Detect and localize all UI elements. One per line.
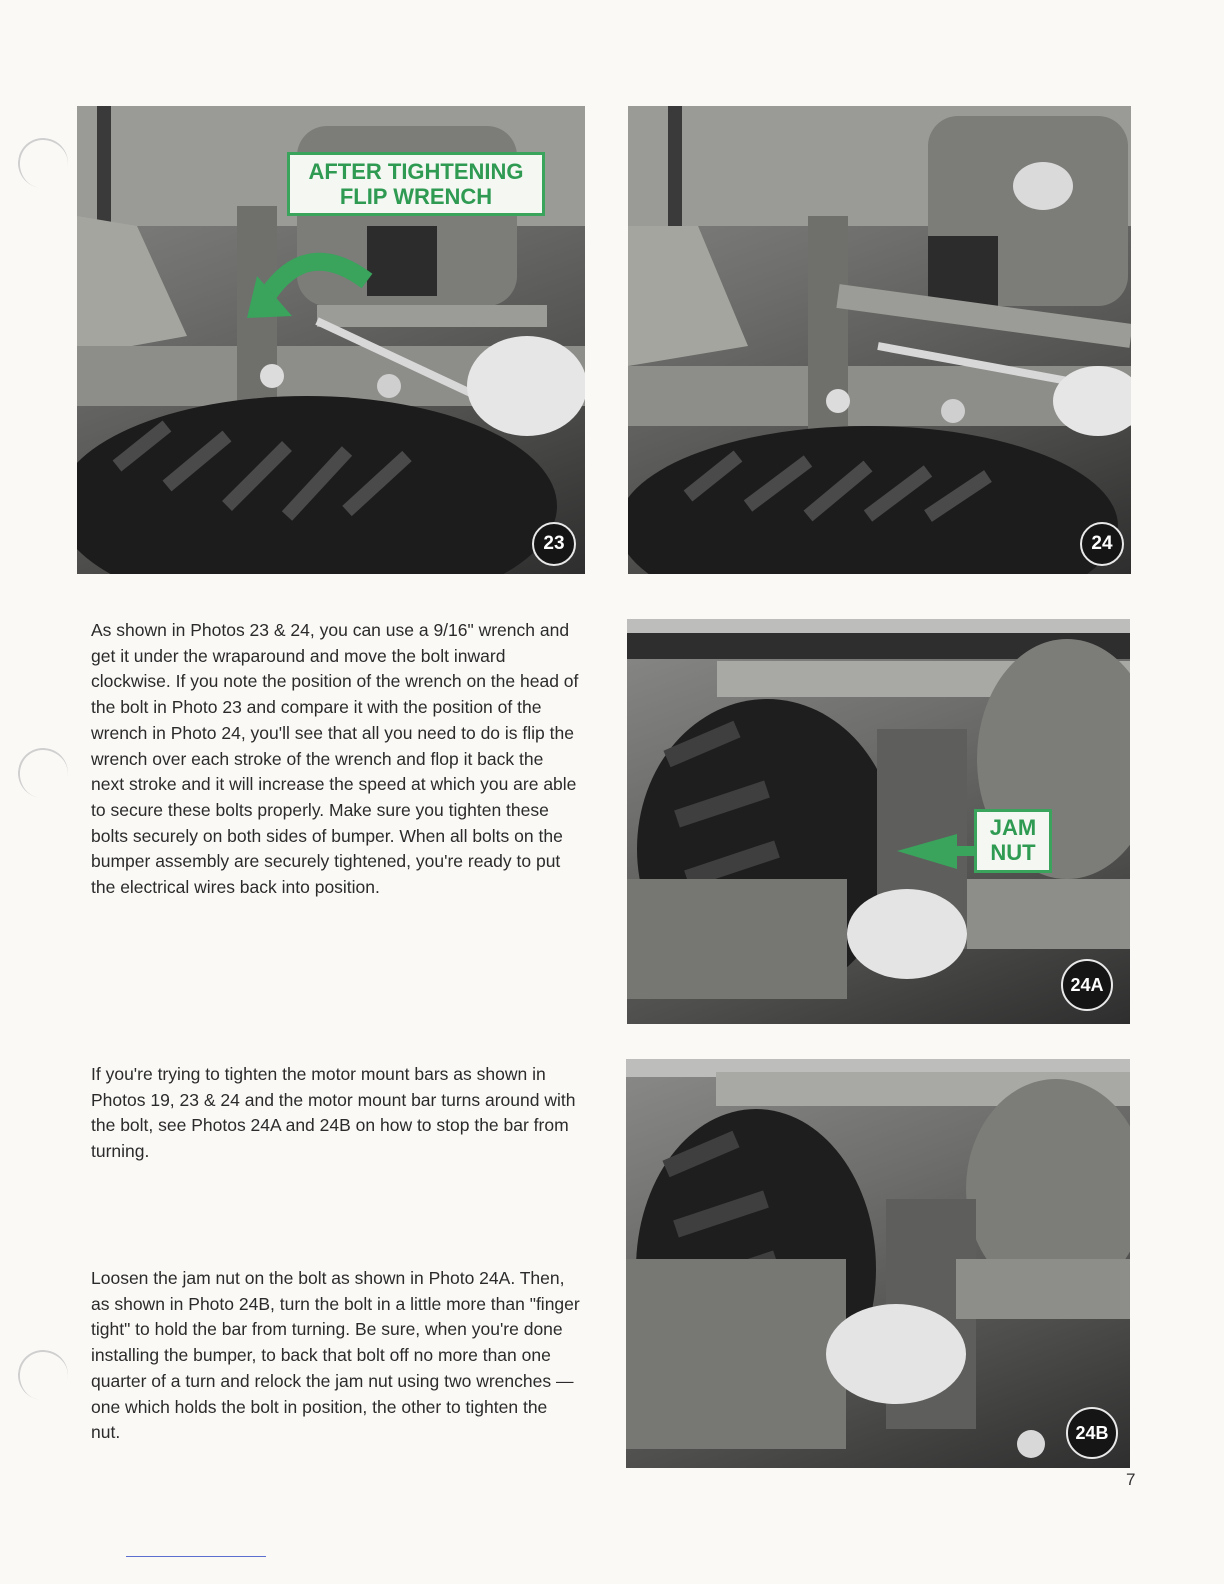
photo-23-callout-line1: AFTER TIGHTENING (308, 159, 524, 184)
photo-24-scene (628, 106, 1131, 574)
paragraph-wrench-technique: As shown in Photos 23 & 24, you can use a 9/16" wrench and get it under the wraparound and move the bolt inward clockwise. If you note the position of the wrench on the head of the bolt in Photo 23 and compare it with the position of the wrench in Photo 24, you'll see that all you need to do is flip the wrench over each stroke of the wrench and flop it back the next stroke and it will increase the speed at which you are able to secure these bolts properly. Make sure you tighten these bolts securely on both sides of bumper. When all bolts on the bumper assembly are securely tightened, you're ready to put the electrical wires back into position. (91, 620, 579, 898)
photo-24-badge: 24 (1080, 522, 1124, 566)
photo-24a-scene (627, 619, 1130, 1024)
photo-24a-callout-line2: NUT (990, 840, 1036, 866)
page-number: 7 (1126, 1470, 1136, 1489)
photo-24b-badge: 24B (1066, 1407, 1118, 1459)
photo-24a-callout (974, 809, 1052, 873)
paragraph-jam-nut: Loosen the jam nut on the bolt as shown in Photo 24A. Then, as shown in Photo 24B, turn the bolt in a little more than "finger tight" to hold the bar from turning. Be sure, when you're done installing the bumper, to back that bolt off no more than one quarter of a turn and relock the jam nut using two wrenches — one which holds the bolt in position, the other to tighten the nut. (91, 1268, 580, 1443)
binder-hole-bottom (14, 1346, 72, 1404)
photo-24b (626, 1059, 1130, 1468)
photo-23-callout-line2: FLIP WRENCH (339, 184, 493, 210)
photo-24 (628, 106, 1131, 574)
binder-hole-top (14, 134, 72, 192)
photo-24b-scene (626, 1059, 1130, 1468)
photo-23-badge: 23 (532, 522, 576, 566)
photo-24a-callout-line1: JAM (989, 815, 1037, 840)
footer-rule (126, 1556, 266, 1557)
binder-hole-middle (14, 744, 72, 802)
paragraph-motor-mount: If you're trying to tighten the motor mount bars as shown in Photos 19, 23 & 24 and the motor mount bar turns around with the bolt, see Photos 24A and 24B on how to stop the bar from turning. (91, 1064, 576, 1162)
photo-23-callout (287, 152, 545, 216)
photo-23 (77, 106, 585, 574)
photo-24a (627, 619, 1130, 1024)
photo-24a-badge: 24A (1061, 959, 1113, 1011)
